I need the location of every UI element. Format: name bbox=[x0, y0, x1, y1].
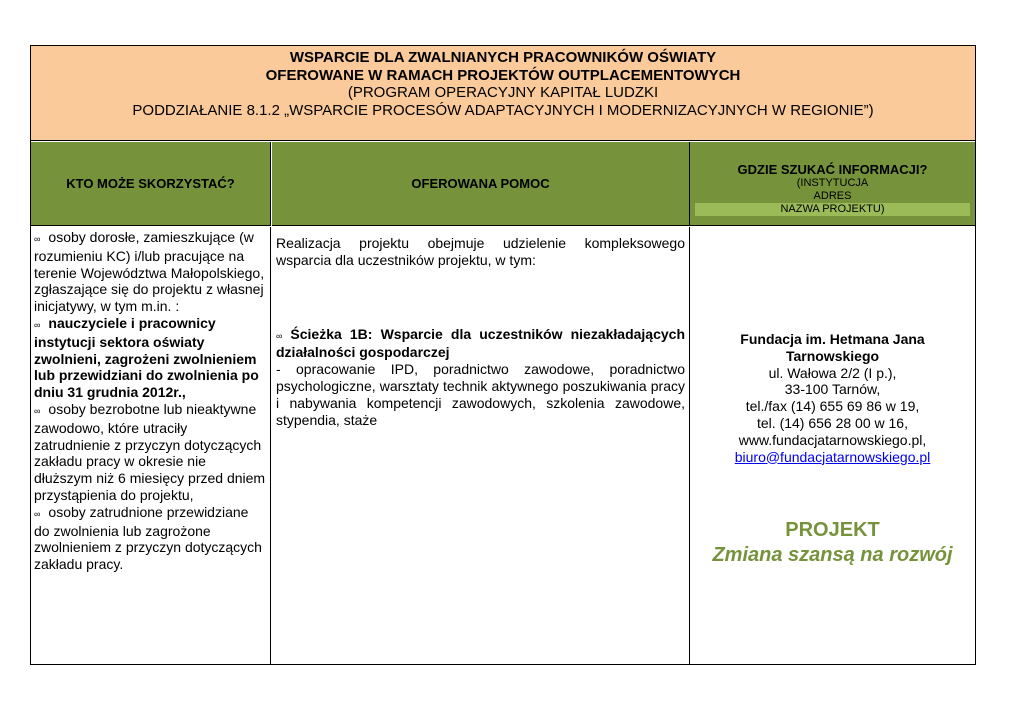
column-header-where-label: GDZIE SZUKAĆ INFORMACJI? bbox=[737, 162, 928, 177]
eligible-item-text: osoby bezrobotne lub nieaktywne zawodowo, które utraciły zatrudnienie z przyczyn dotyczących zakładu pracy w okresie nie dłuższym niż 6 miesięcy przed dniem przystąpienia do projektu, bbox=[34, 400, 266, 503]
eligible-item-text: osoby dorosłe, zamieszkujące (w rozumieniu KC) i/lub pracujące na terenie Województwa Małopolskiego, zgłaszające się do projektu z własnej inicjatywy, w tym m.in. : bbox=[34, 229, 265, 315]
header-title-line1: WSPARCIE DLA ZWALNIANYCH PRACOWNIKÓW OŚWIATY bbox=[289, 49, 717, 66]
column-header-who bbox=[31, 142, 271, 226]
column-header-where-sub1: (INSTYTUCJA bbox=[796, 177, 869, 189]
email-link[interactable]: biuro@fundacjatarnowskiego.pl bbox=[734, 448, 931, 465]
column-header-where-sub2: ADRES bbox=[813, 190, 852, 202]
offer-path-title bbox=[276, 326, 685, 362]
project-label: PROJEKT bbox=[785, 519, 880, 542]
header-program-line: (PROGRAM OPERACYJNY KAPITAŁ LUDZKI bbox=[347, 84, 659, 101]
address-street: ul. Wałowa 2/2 (I p.), bbox=[768, 364, 897, 381]
info-table bbox=[30, 45, 976, 665]
column-header-offer bbox=[272, 142, 690, 226]
column-header-where-sub3: NAZWA PROJEKTU) bbox=[695, 203, 970, 216]
list-item bbox=[34, 504, 267, 573]
column-header-who-label: KTO MOŻE SKORZYSTAĆ? bbox=[66, 176, 235, 191]
table-header bbox=[31, 46, 975, 141]
bullet-icon: ∞ bbox=[34, 405, 41, 416]
address-city: 33-100 Tarnów, bbox=[784, 381, 881, 398]
phone: tel. (14) 656 28 00 w 16, bbox=[757, 414, 908, 431]
bullet-icon: ∞ bbox=[34, 234, 41, 244]
bullet-icon: ∞ bbox=[34, 508, 41, 519]
offer-path-title-text: Ścieżka 1B: Wsparcie dla uczestników niezakładających działalności gospodarczej bbox=[276, 325, 685, 361]
organization-name: Fundacja im. Hetmana Jana bbox=[740, 331, 925, 347]
offer-intro: Realizacja projektu obejmuje udzielenie kompleksowego wsparcia dla uczestników projektu, w tym: bbox=[276, 235, 685, 268]
column-header-where bbox=[690, 142, 975, 226]
organization-name-cont: Tarnowskiego bbox=[785, 347, 880, 364]
phone-fax: tel./fax (14) 655 69 86 w 19, bbox=[745, 398, 920, 415]
project-name: Zmiana szansą na rozwój bbox=[712, 544, 953, 567]
header-subaction-line: PODDZIAŁANIE 8.1.2 „WSPARCIE PROCESÓW ADAPTACYJNYCH I MODERNIZACYJNYCH W REGIONIE”) bbox=[132, 101, 874, 119]
eligible-item-text: nauczyciele i pracownicy instytucji sektora oświaty zwolnieni, zagrożeni zwolnieniem lub przewidziani do zwolnienia po dniu 31 grudnia 2012r., bbox=[34, 314, 259, 401]
list-item bbox=[34, 401, 267, 504]
list-item bbox=[34, 229, 267, 315]
list-item bbox=[34, 315, 267, 401]
column-header-offer-label: OFEROWANA POMOC bbox=[411, 176, 550, 191]
bullet-icon: ∞ bbox=[276, 330, 283, 341]
website-text: www.fundacjatarnowskiego.pl, bbox=[738, 431, 927, 448]
eligible-item-text: osoby zatrudnione przewidziane do zwolnienia lub zagrożone zwolnieniem z przyczyn dotyczących zakładu pracy. bbox=[34, 503, 262, 573]
header-title-line2: OFEROWANE W RAMACH PROJEKTÓW OUTPLACEMENTOWYCH bbox=[265, 66, 741, 84]
eligible-cell bbox=[31, 227, 271, 665]
offer-cell bbox=[272, 227, 690, 665]
offer-path-description: - opracowanie IPD, poradnictwo zawodowe, poradnictwo psychologiczne, warsztaty technik aktywnego poszukiwania pracy i nabywania kompetencji zawodowych, szkolenia zawodowe, stypendia, staże bbox=[276, 361, 685, 428]
info-cell bbox=[690, 227, 975, 665]
bullet-icon: ∞ bbox=[34, 319, 41, 330]
